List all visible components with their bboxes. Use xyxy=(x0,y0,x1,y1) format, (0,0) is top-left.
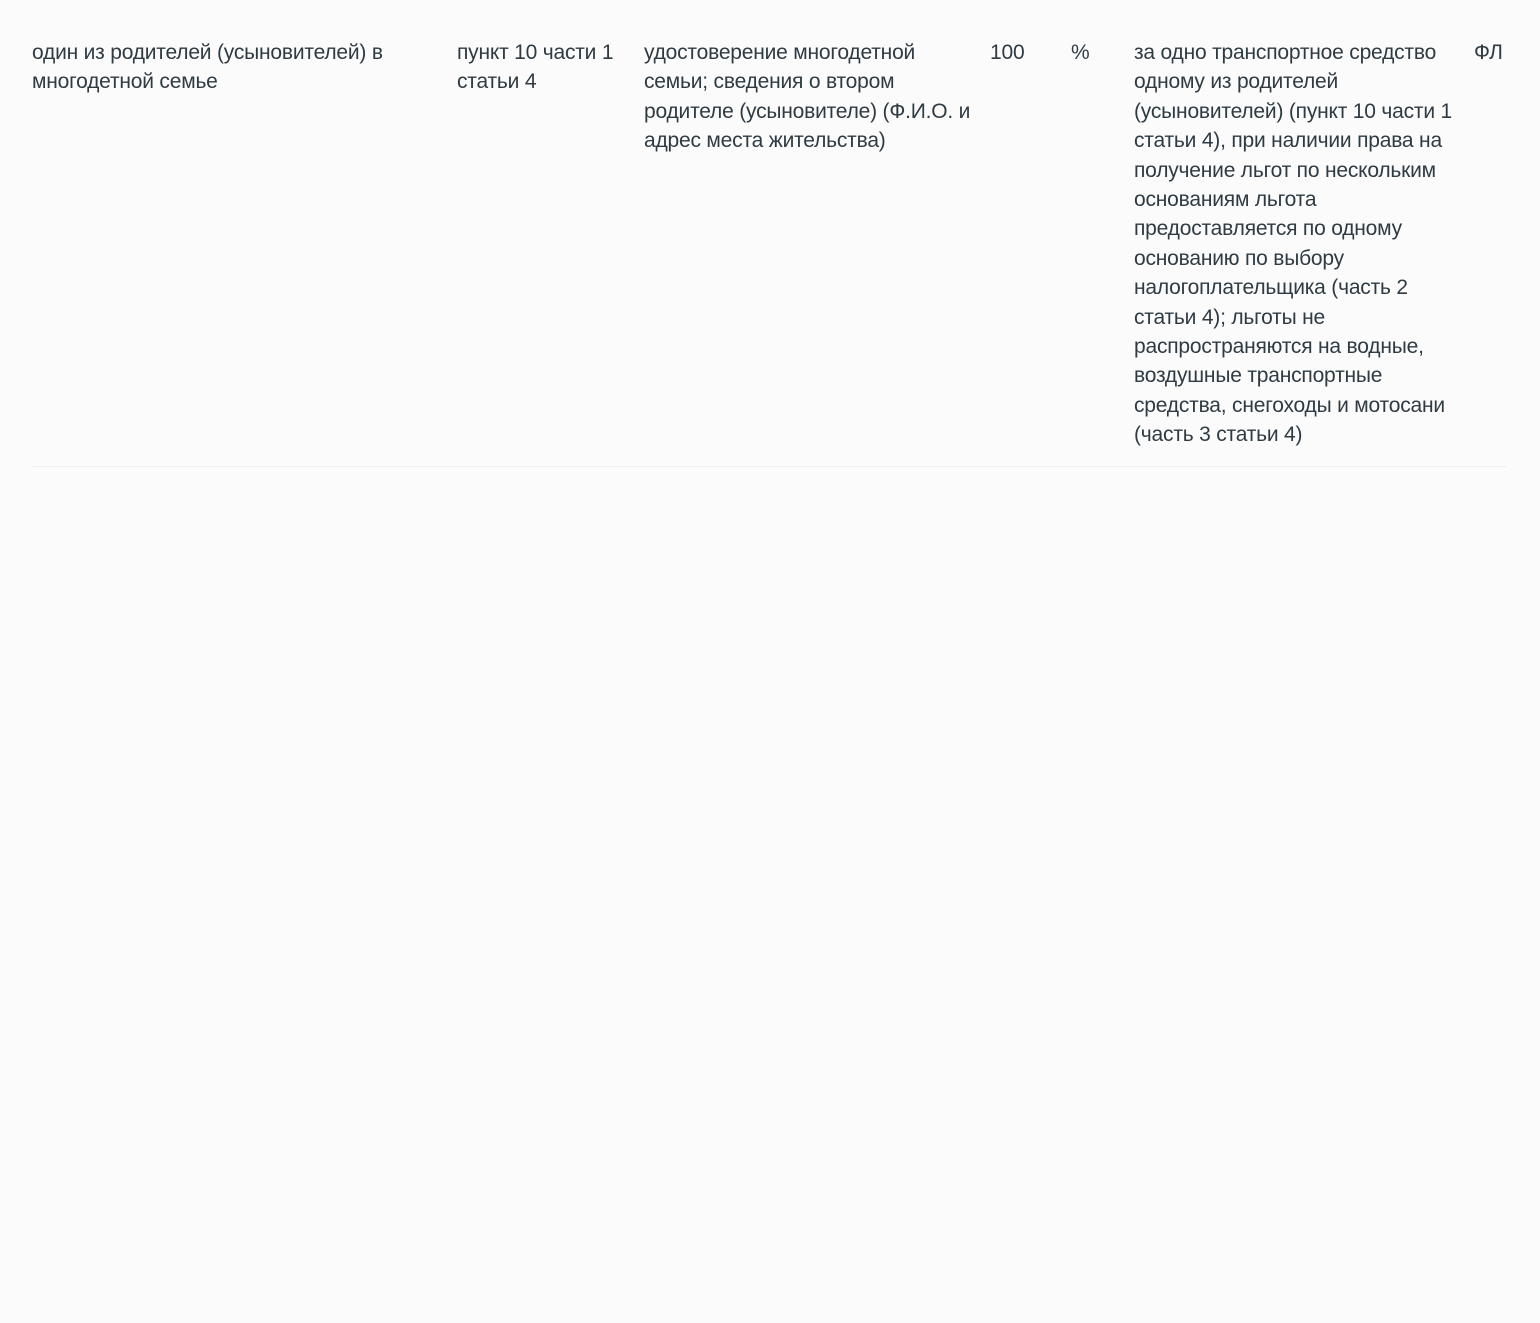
benefits-table xyxy=(32,36,1506,467)
category-text: один из родителей (усыновителей) в многодетной семье xyxy=(32,41,383,94)
value-cell xyxy=(990,36,1071,466)
taxpayer-type-text: ФЛ xyxy=(1474,41,1503,64)
value-text: 100 xyxy=(990,41,1025,64)
taxpayer-type-cell xyxy=(1474,36,1506,466)
norm-cell xyxy=(457,36,644,466)
documents-text: удостоверение многодетной семьи; сведения о втором родителе (усыновителе) (Ф.И.О. и адрес места жительства) xyxy=(644,41,971,153)
unit-cell xyxy=(1071,36,1134,466)
documents-cell xyxy=(644,36,990,466)
table-row xyxy=(32,36,1506,466)
unit-text: % xyxy=(1071,41,1090,64)
conditions-text: за одно транспортное средство одному из родителей (усыновителей) (пункт 10 части 1 статьи 4), при наличии права на получение льгот по нескольким основаниям льгота предоставляется по одному основанию по выбору налогоплательщика (часть 2 статьи 4); льготы не распространяются на водные, воздушные транспортные средства, снегоходы и мотосани (часть 3 статьи 4) xyxy=(1134,41,1452,447)
conditions-cell xyxy=(1134,36,1474,466)
norm-text: пункт 10 части 1 статьи 4 xyxy=(457,41,614,94)
category-cell xyxy=(32,36,457,466)
